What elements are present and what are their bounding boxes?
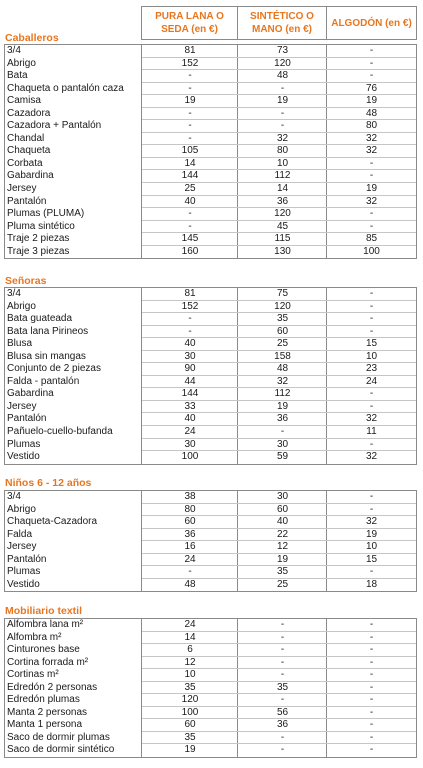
- price-lana-seda: 38: [184, 491, 196, 502]
- price-lana-seda: 90: [184, 363, 196, 375]
- table-row: [5, 45, 416, 58]
- price-algodon: -: [369, 288, 374, 299]
- price-algodon: -: [369, 644, 374, 656]
- item-label: Edredón 2 personas: [7, 681, 98, 693]
- price-sintetico: 120: [274, 57, 291, 69]
- price-sintetico: 30: [276, 438, 289, 450]
- price-algodon: -: [369, 619, 374, 630]
- table-row: [5, 120, 416, 133]
- price-lana-seda: 40: [184, 413, 196, 425]
- price-lana-seda: -: [188, 325, 192, 337]
- price-sintetico: 115: [274, 233, 291, 245]
- table-row: [5, 196, 416, 209]
- item-label: Traje 2 piezas: [7, 233, 70, 245]
- item-label: Blusa sin mangas: [7, 350, 86, 362]
- price-lana-seda: 44: [184, 375, 196, 387]
- price-algodon: 48: [365, 107, 378, 119]
- price-algodon: -: [369, 208, 374, 220]
- price-algodon: 10: [365, 350, 378, 362]
- table-row: [5, 108, 416, 121]
- price-lana-seda: 40: [184, 195, 196, 207]
- table-row: [5, 566, 416, 579]
- price-algodon: 10: [365, 541, 378, 553]
- price-algodon: 19: [365, 95, 378, 107]
- item-label: Camisa: [7, 95, 41, 107]
- table-row: [5, 694, 416, 707]
- price-sintetico: -: [280, 631, 285, 643]
- price-lana-seda: 105: [181, 145, 199, 157]
- price-algodon: -: [369, 300, 374, 312]
- price-lana-seda: -: [188, 208, 192, 220]
- price-lana-seda: 145: [181, 233, 199, 245]
- price-algodon: -: [369, 157, 374, 169]
- price-lana-seda: 81: [184, 45, 196, 56]
- price-sintetico: -: [280, 619, 285, 630]
- price-lana-seda: 144: [181, 170, 199, 182]
- price-sintetico: 32: [276, 132, 289, 144]
- price-sintetico: 19: [276, 400, 289, 412]
- table-row: [5, 707, 416, 720]
- item-label: 3/4: [7, 491, 21, 502]
- price-lana-seda: 152: [181, 57, 199, 69]
- price-algodon: 32: [365, 132, 378, 144]
- table-row: [5, 632, 416, 645]
- price-lana-seda: 14: [184, 157, 196, 169]
- price-lana-seda: 60: [184, 516, 196, 528]
- price-lana-seda: 152: [181, 300, 199, 312]
- price-algodon: -: [369, 694, 374, 706]
- price-algodon: -: [369, 45, 374, 56]
- price-algodon: 85: [365, 233, 378, 245]
- price-sintetico: 130: [274, 245, 291, 257]
- price-algodon: 32: [365, 195, 378, 207]
- price-lana-seda: -: [188, 220, 192, 232]
- section-title-mobiliario: Mobiliario textil: [5, 605, 83, 617]
- price-lana-seda: 24: [184, 553, 196, 565]
- section-ninos: [4, 490, 417, 592]
- table-row: [5, 70, 416, 83]
- price-lana-seda: 19: [184, 95, 196, 107]
- price-lana-seda: 24: [184, 619, 196, 630]
- item-label: Cortinas m²: [7, 669, 59, 681]
- table-row: [5, 504, 416, 517]
- table-row: [5, 351, 416, 364]
- price-sintetico: 60: [276, 503, 289, 515]
- item-label: Cazadora + Pantalón: [7, 120, 102, 132]
- price-lana-seda: 100: [181, 706, 199, 718]
- header-sintetico: SINTÉTICO O MANO (en €): [237, 6, 327, 40]
- price-sintetico: -: [280, 107, 285, 119]
- item-label: Manta 2 personas: [7, 706, 88, 718]
- table-row: [5, 221, 416, 234]
- price-algodon: -: [369, 681, 374, 693]
- table-row: [5, 170, 416, 183]
- table-row: [5, 301, 416, 314]
- price-sintetico: 75: [276, 288, 289, 299]
- item-label: Abrigo: [7, 57, 36, 69]
- price-sintetico: 73: [276, 45, 289, 56]
- item-label: Pluma sintético: [7, 220, 75, 232]
- item-label: Chaqueta-Cazadora: [7, 516, 98, 528]
- price-sintetico: 35: [276, 566, 289, 578]
- item-label: Abrigo: [7, 503, 36, 515]
- table-row: [5, 183, 416, 196]
- price-lana-seda: 48: [184, 578, 196, 590]
- price-algodon: -: [369, 719, 374, 731]
- table-row: [5, 313, 416, 326]
- section-senoras: [4, 287, 417, 465]
- table-row: [5, 376, 416, 389]
- item-label: Jersey: [7, 541, 37, 553]
- item-label: 3/4: [7, 45, 21, 56]
- price-lana-seda: 33: [184, 400, 196, 412]
- price-algodon: 32: [365, 145, 378, 157]
- price-lana-seda: 120: [181, 694, 199, 706]
- table-row: [5, 288, 416, 301]
- price-sintetico: 80: [276, 145, 289, 157]
- price-sintetico: 35: [276, 313, 289, 325]
- price-lana-seda: 30: [184, 350, 196, 362]
- price-sintetico: 12: [276, 541, 289, 553]
- price-algodon: 80: [365, 120, 378, 132]
- price-lana-seda: 100: [181, 451, 199, 463]
- price-sintetico: -: [280, 731, 285, 743]
- table-row: [5, 579, 416, 592]
- item-label: Pantalón: [7, 413, 47, 425]
- item-label: Gabardina: [7, 170, 54, 182]
- item-label: Vestido: [7, 451, 40, 463]
- price-sintetico: 59: [276, 451, 289, 463]
- price-sintetico: -: [280, 426, 285, 438]
- item-label: Conjunto de 2 piezas: [7, 363, 101, 375]
- table-row: [5, 338, 416, 351]
- item-label: Chandal: [7, 132, 45, 144]
- item-label: Plumas: [7, 566, 41, 578]
- section-title-caballeros: Caballeros: [5, 32, 59, 44]
- item-label: Cinturones base: [7, 644, 80, 656]
- price-lana-seda: 14: [184, 631, 196, 643]
- price-algodon: -: [369, 566, 374, 578]
- item-label: Saco de dormir plumas: [7, 731, 110, 743]
- price-lana-seda: 35: [184, 681, 196, 693]
- item-label: Edredón plumas: [7, 694, 80, 706]
- table-row: [5, 529, 416, 542]
- item-label: Pañuelo-cuello-bufanda: [7, 426, 113, 438]
- price-sintetico: 60: [276, 325, 289, 337]
- price-lana-seda: -: [188, 313, 192, 325]
- price-sintetico: 45: [276, 220, 289, 232]
- price-lana-seda: 16: [184, 541, 196, 553]
- price-algodon: -: [369, 388, 374, 400]
- table-row: [5, 58, 416, 71]
- item-label: Bata lana Pirineos: [7, 325, 89, 337]
- item-label: Cazadora: [7, 107, 51, 119]
- item-label: Cortina forrada m²: [7, 656, 89, 668]
- table-row: [5, 644, 416, 657]
- price-sintetico: 32: [276, 375, 289, 387]
- item-label: Falda: [7, 528, 33, 540]
- price-sintetico: 56: [276, 706, 289, 718]
- price-sintetico: 112: [274, 170, 291, 182]
- price-sintetico: 48: [276, 363, 289, 375]
- price-algodon: 23: [365, 363, 378, 375]
- price-lana-seda: 40: [184, 338, 196, 350]
- table-row: [5, 719, 416, 732]
- price-algodon: 15: [365, 338, 378, 350]
- item-label: Pantalón: [7, 195, 47, 207]
- price-sintetico: -: [280, 744, 285, 756]
- section-caballeros: [4, 44, 417, 259]
- table-row: [5, 145, 416, 158]
- price-algodon: 76: [365, 82, 378, 94]
- table-row: [5, 326, 416, 339]
- price-sintetico: -: [280, 120, 285, 132]
- price-lana-seda: -: [188, 70, 192, 82]
- table-row: [5, 491, 416, 504]
- price-algodon: -: [369, 325, 374, 337]
- table-row: [5, 83, 416, 96]
- table-row: [5, 541, 416, 554]
- price-algodon: -: [369, 631, 374, 643]
- price-algodon: 19: [365, 183, 378, 195]
- table-row: [5, 439, 416, 452]
- section-title-senoras: Señoras: [5, 275, 47, 287]
- price-lana-seda: 30: [184, 438, 196, 450]
- price-algodon: 24: [365, 375, 378, 387]
- price-algodon: -: [369, 70, 374, 82]
- price-algodon: -: [369, 400, 374, 412]
- price-sintetico: 25: [276, 578, 289, 590]
- item-label: Traje 3 piezas: [7, 245, 70, 257]
- price-sintetico: -: [280, 694, 285, 706]
- price-algodon: -: [369, 57, 374, 69]
- price-lana-seda: -: [188, 132, 192, 144]
- price-lana-seda: 25: [184, 183, 196, 195]
- item-label: 3/4: [7, 288, 21, 299]
- price-lana-seda: 19: [184, 744, 196, 756]
- price-sintetico: 36: [276, 719, 289, 731]
- price-algodon: -: [369, 220, 374, 232]
- price-sintetico: 120: [274, 208, 291, 220]
- item-label: Saco de dormir sintético: [7, 744, 115, 756]
- price-sintetico: 35: [276, 681, 289, 693]
- table-row: [5, 426, 416, 439]
- price-algodon: -: [369, 731, 374, 743]
- price-algodon: -: [369, 744, 374, 756]
- item-label: Alfombra lana m²: [7, 619, 84, 630]
- price-lana-seda: 160: [181, 245, 199, 257]
- price-sintetico: -: [280, 669, 285, 681]
- price-lana-seda: 60: [184, 719, 196, 731]
- section-mobiliario: [4, 618, 417, 758]
- item-label: Chaqueta o pantalón caza: [7, 82, 124, 94]
- price-sintetico: 19: [276, 553, 289, 565]
- item-label: Chaqueta: [7, 145, 51, 157]
- price-algodon: 18: [365, 578, 378, 590]
- price-lana-seda: 144: [181, 388, 199, 400]
- price-sintetico: 158: [274, 350, 291, 362]
- table-row: [5, 657, 416, 670]
- price-sintetico: 22: [276, 528, 289, 540]
- price-algodon: -: [369, 503, 374, 515]
- item-label: Manta 1 persona: [7, 719, 83, 731]
- table-row: [5, 233, 416, 246]
- price-lana-seda: 6: [187, 644, 193, 656]
- table-row: [5, 413, 416, 426]
- item-label: Plumas (PLUMA): [7, 208, 85, 220]
- item-label: Falda - pantalón: [7, 375, 80, 387]
- item-label: Abrigo: [7, 300, 36, 312]
- table-row: [5, 669, 416, 682]
- price-algodon: -: [369, 170, 374, 182]
- price-sintetico: -: [280, 656, 285, 668]
- header-algodon: ALGODÓN (en €): [326, 6, 417, 40]
- price-sintetico: 36: [276, 413, 289, 425]
- price-algodon: 32: [365, 413, 378, 425]
- price-sintetico: 30: [276, 491, 289, 502]
- price-algodon: 11: [366, 426, 377, 438]
- item-label: Pantalón: [7, 553, 47, 565]
- table-row: [5, 208, 416, 221]
- price-lana-seda: -: [188, 82, 192, 94]
- price-sintetico: 25: [276, 338, 289, 350]
- item-label: Vestido: [7, 578, 40, 590]
- price-algodon: 100: [363, 245, 380, 257]
- price-sintetico: -: [280, 644, 285, 656]
- price-algodon: -: [369, 438, 374, 450]
- price-algodon: 32: [365, 516, 378, 528]
- price-algodon: 32: [365, 451, 378, 463]
- price-sintetico: 10: [276, 157, 289, 169]
- price-lana-seda: -: [188, 120, 192, 132]
- price-sintetico: 112: [274, 388, 291, 400]
- price-algodon: -: [369, 669, 374, 681]
- price-lana-seda: 10: [184, 669, 196, 681]
- item-label: Corbata: [7, 157, 43, 169]
- price-lana-seda: -: [188, 566, 192, 578]
- table-row: [5, 619, 416, 632]
- table-row: [5, 732, 416, 745]
- table-row: [5, 246, 416, 259]
- price-lana-seda: 80: [184, 503, 196, 515]
- table-row: [5, 95, 416, 108]
- table-row: [5, 516, 416, 529]
- item-label: Blusa: [7, 338, 33, 350]
- price-algodon: 15: [365, 553, 378, 565]
- price-lana-seda: 12: [184, 656, 196, 668]
- price-lana-seda: 35: [184, 731, 196, 743]
- price-sintetico: 40: [276, 516, 289, 528]
- price-algodon: -: [369, 491, 374, 502]
- price-algodon: -: [369, 313, 374, 325]
- item-label: Plumas: [7, 438, 41, 450]
- price-lana-seda: 24: [184, 426, 196, 438]
- price-sintetico: 120: [274, 300, 291, 312]
- price-lana-seda: 36: [184, 528, 196, 540]
- table-row: [5, 554, 416, 567]
- price-sintetico: 36: [276, 195, 289, 207]
- item-label: Bata: [7, 70, 28, 82]
- table-row: [5, 682, 416, 695]
- item-label: Gabardina: [7, 388, 54, 400]
- item-label: Bata guateada: [7, 313, 73, 325]
- table-row: [5, 401, 416, 414]
- price-lana-seda: -: [188, 107, 192, 119]
- header-pura-lana: PURA LANA O SEDA (en €): [141, 6, 238, 40]
- price-sintetico: -: [280, 82, 285, 94]
- table-row: [5, 133, 416, 146]
- item-label: Jersey: [7, 400, 37, 412]
- table-row: [5, 363, 416, 376]
- item-label: Alfombra m²: [7, 631, 62, 643]
- price-lana-seda: 81: [184, 288, 196, 299]
- price-algodon: -: [369, 706, 374, 718]
- price-algodon: 19: [365, 528, 378, 540]
- table-row: [5, 451, 416, 464]
- price-sintetico: 19: [276, 95, 289, 107]
- item-label: Jersey: [7, 183, 37, 195]
- table-row: [5, 158, 416, 171]
- price-sintetico: 14: [276, 183, 289, 195]
- price-sintetico: 48: [276, 70, 289, 82]
- section-title-ninos: Niños 6 - 12 años: [5, 477, 92, 489]
- table-row: [5, 388, 416, 401]
- price-algodon: -: [369, 656, 374, 668]
- table-row: [5, 744, 416, 757]
